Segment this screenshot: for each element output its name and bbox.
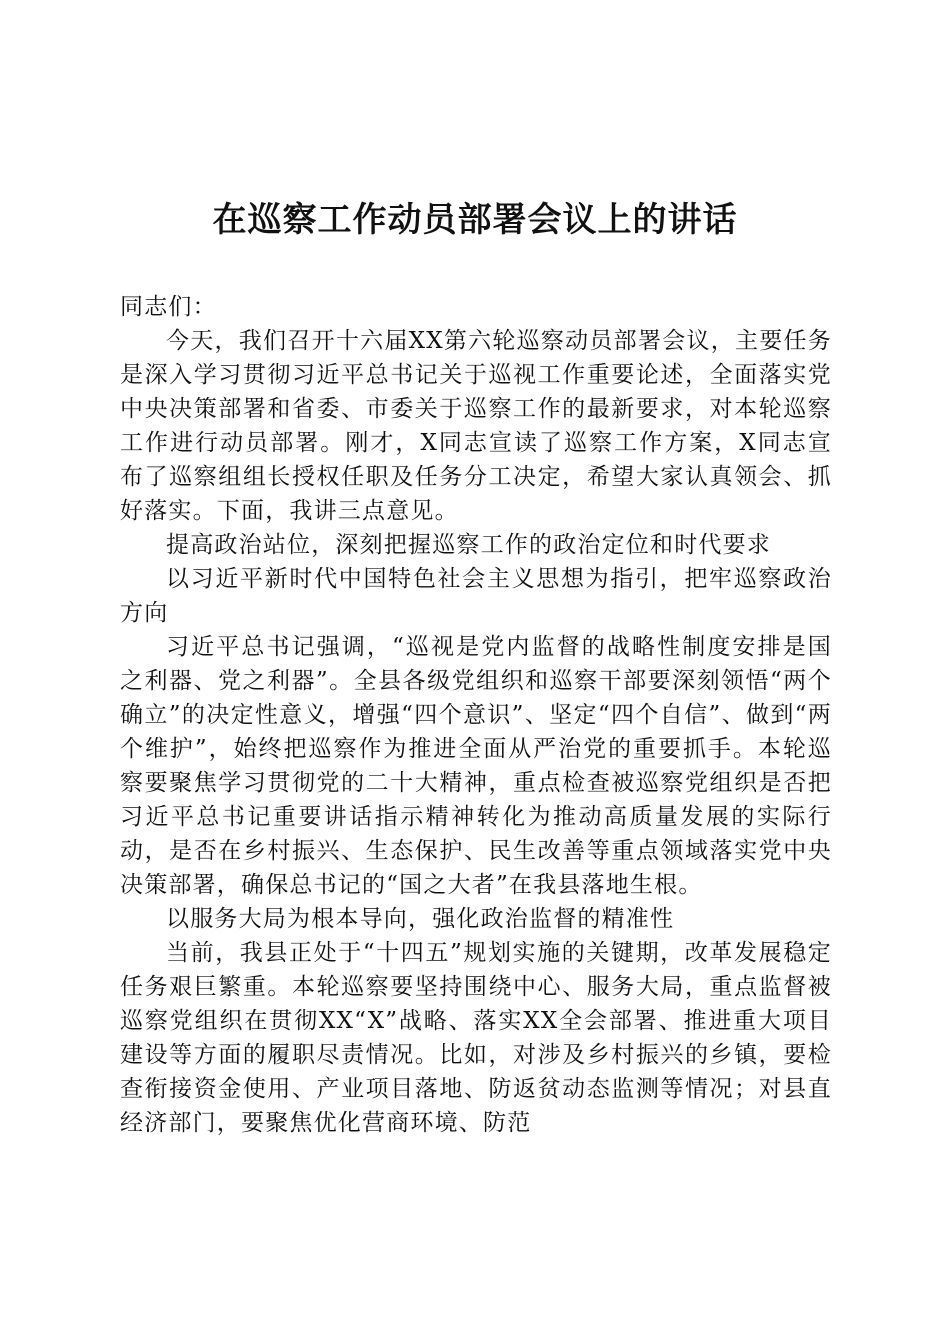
document-body bbox=[120, 290, 832, 1140]
paragraph-serve-overall: 当前，我县正处于“十四五”规划实施的关键期，改革发展稳定任务艰巨繁重。本轮巡察要坚持围绕中心、服务大局，重点监督被巡察党组织在贯彻XX“X”战略、落实XX全会部署、推进重大项目建设等方面的履职尽责情况。比如，对涉及乡村振兴的乡镇，要检查衔接资金使用、产业项目落地、防返贫动态监测等情况；对县直经济部门，要聚焦优化营商环境、防范 bbox=[120, 940, 832, 1136]
paragraph-opening: 今天，我们召开十六届XX第六轮巡察动员部署会议，主要任务是深入学习贯彻习近平总书记关于巡视工作重要论述，全面落实党中央决策部署和省委、市委关于巡察工作的最新要求，对本轮巡察工作进行动员部署。刚才，X同志宣读了巡察工作方案，X同志宣布了巡察组组长授权任职及任务分工决定，希望大家认真领会、抓好落实。下面，我讲三点意见。 bbox=[120, 328, 832, 524]
document-title: 在巡察工作动员部署会议上的讲话 bbox=[212, 200, 738, 240]
salutation: 同志们： bbox=[120, 294, 217, 320]
paragraph-political-direction: 习近平总书记强调，“巡视是党内监督的战略性制度安排是国之利器、党之利器”。全县各级党组织和巡察干部要深刻领悟“两个确立”的决定性意义，增强“四个意识”、坚定“四个自信”、做到“两个维护”，始终把巡察作为推进全面从严治党的重要抓手。本轮巡察要聚焦学习贯彻党的二十大精神，重点检查被巡察党组织是否把习近平总书记重要讲话指示精神转化为推动高质量发展的实际行动，是否在乡村振兴、生态保护、民生改善等重点领域落实党中央决策部署，确保总书记的“国之大者”在我县落地生根。 bbox=[120, 634, 832, 898]
subheading-political-direction: 以习近平新时代中国特色社会主义思想为指引，把牢巡察政治方向 bbox=[120, 566, 832, 626]
subheading-serve-overall: 以服务大局为根本导向，强化政治监督的精准性 bbox=[166, 906, 675, 932]
heading-point-one: 提高政治站位，深刻把握巡察工作的政治定位和时代要求 bbox=[166, 532, 771, 558]
